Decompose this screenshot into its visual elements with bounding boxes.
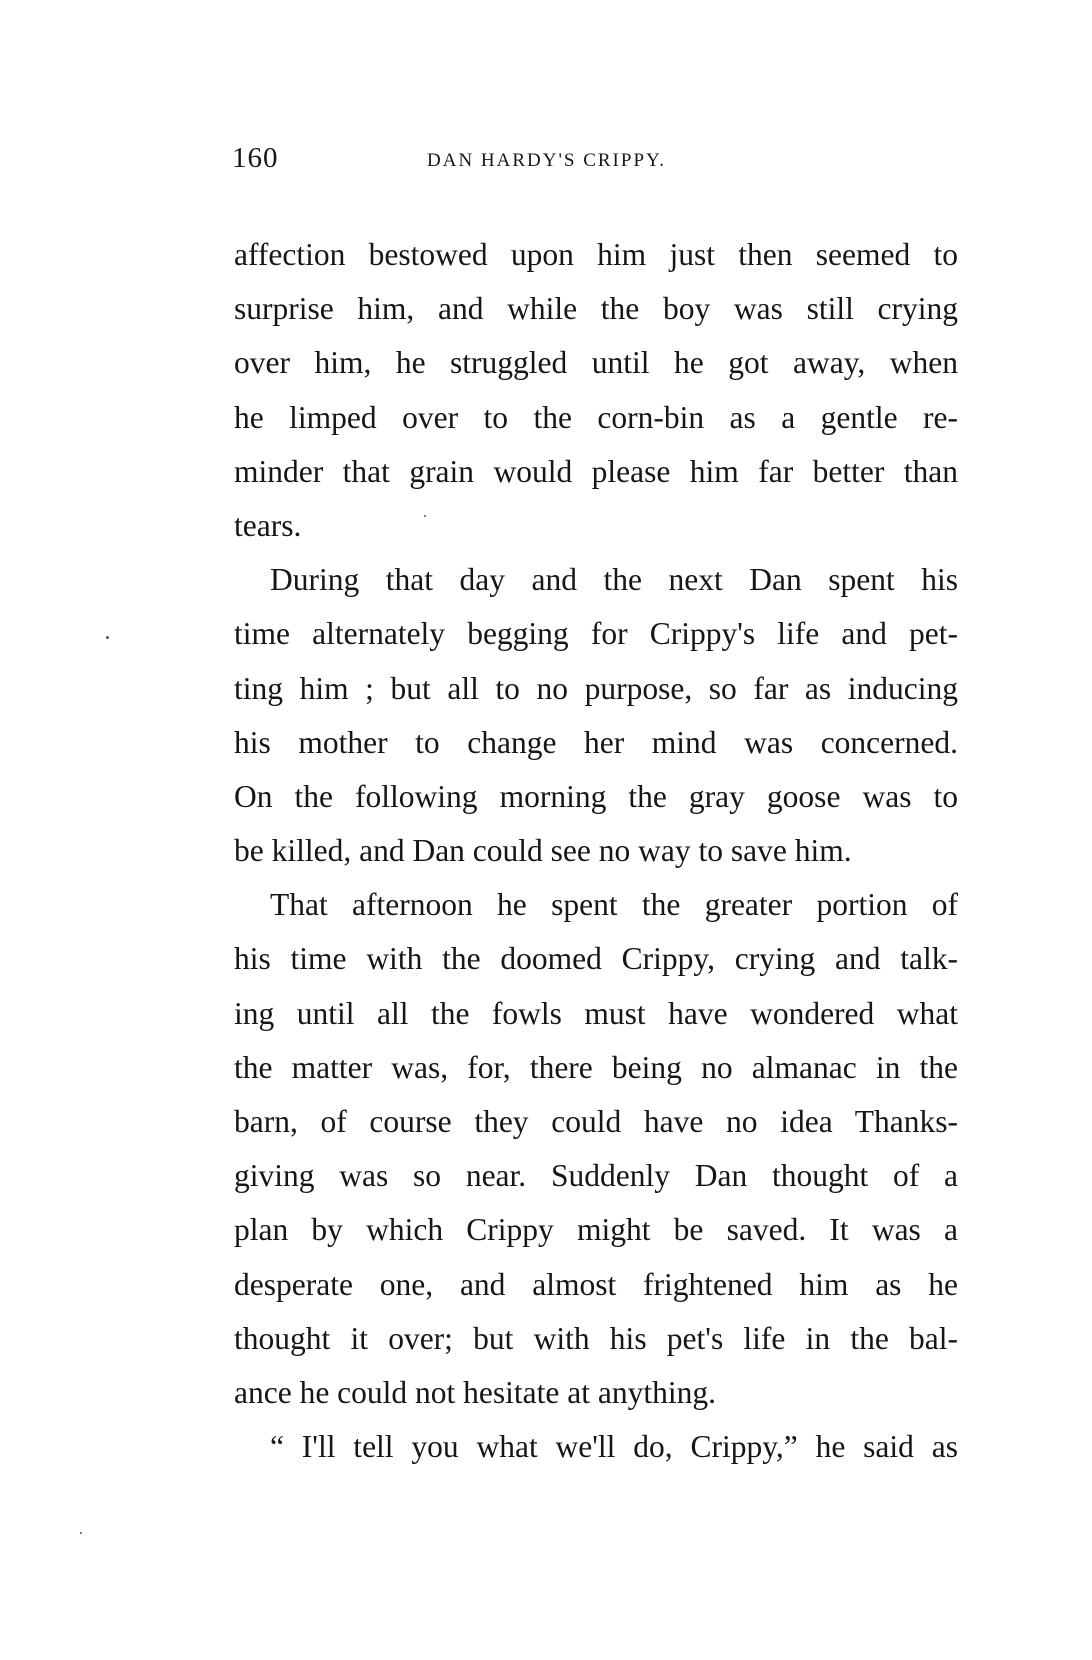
body-text	[234, 228, 958, 1474]
paragraph	[234, 878, 958, 1420]
text-line: ting him ; but all to no purpose, so far as inducing	[234, 670, 958, 706]
print-speck	[80, 1532, 82, 1534]
text-line: he limped over to the corn-bin as a gentle re-	[234, 399, 958, 435]
text-line: be killed, and Dan could see no way to save him.	[234, 833, 852, 869]
print-speck	[424, 515, 426, 517]
text-line: time alternately begging for Crippy's life and pet-	[234, 616, 958, 652]
paragraph	[234, 228, 958, 553]
paragraph	[234, 553, 958, 878]
text-line: ing until all the fowls must have wondered what	[234, 995, 958, 1031]
text-line: On the following morning the gray goose was to	[234, 778, 958, 814]
text-line: over him, he struggled until he got away, when	[234, 345, 958, 381]
page-header	[232, 142, 752, 182]
text-line: minder that grain would please him far better than	[234, 453, 958, 489]
text-line: plan by which Crippy might be saved. It was a	[234, 1212, 958, 1248]
text-line: his mother to change her mind was concerned.	[234, 724, 958, 760]
text-line: his time with the doomed Crippy, crying and talk-	[234, 941, 958, 977]
text-line: giving was so near. Suddenly Dan thought of a	[234, 1158, 958, 1194]
page-number: 160	[232, 142, 279, 174]
text-line: affection bestowed upon him just then seemed to	[234, 237, 958, 272]
text-line: barn, of course they could have no idea Thanks-	[234, 1104, 958, 1139]
text-line: During that day and the next Dan spent his	[270, 562, 958, 598]
text-line: That afternoon he spent the greater portion of	[270, 887, 958, 923]
paragraph	[234, 1420, 958, 1474]
text-line: the matter was, for, there being no almanac in the	[234, 1049, 958, 1085]
running-head: DAN HARDY'S CRIPPY.	[427, 150, 667, 171]
text-line: surprise him, and while the boy was still crying	[234, 291, 958, 327]
text-line: “ I'll tell you what we'll do, Crippy,” he said as	[270, 1429, 958, 1465]
text-line: ance he could not hesitate at anything.	[234, 1374, 716, 1410]
print-speck	[106, 636, 109, 639]
text-line: thought it over; but with his pet's life in the bal-	[234, 1320, 958, 1356]
text-line: desperate one, and almost frightened him as he	[234, 1266, 958, 1302]
text-line: tears.	[234, 507, 302, 543]
